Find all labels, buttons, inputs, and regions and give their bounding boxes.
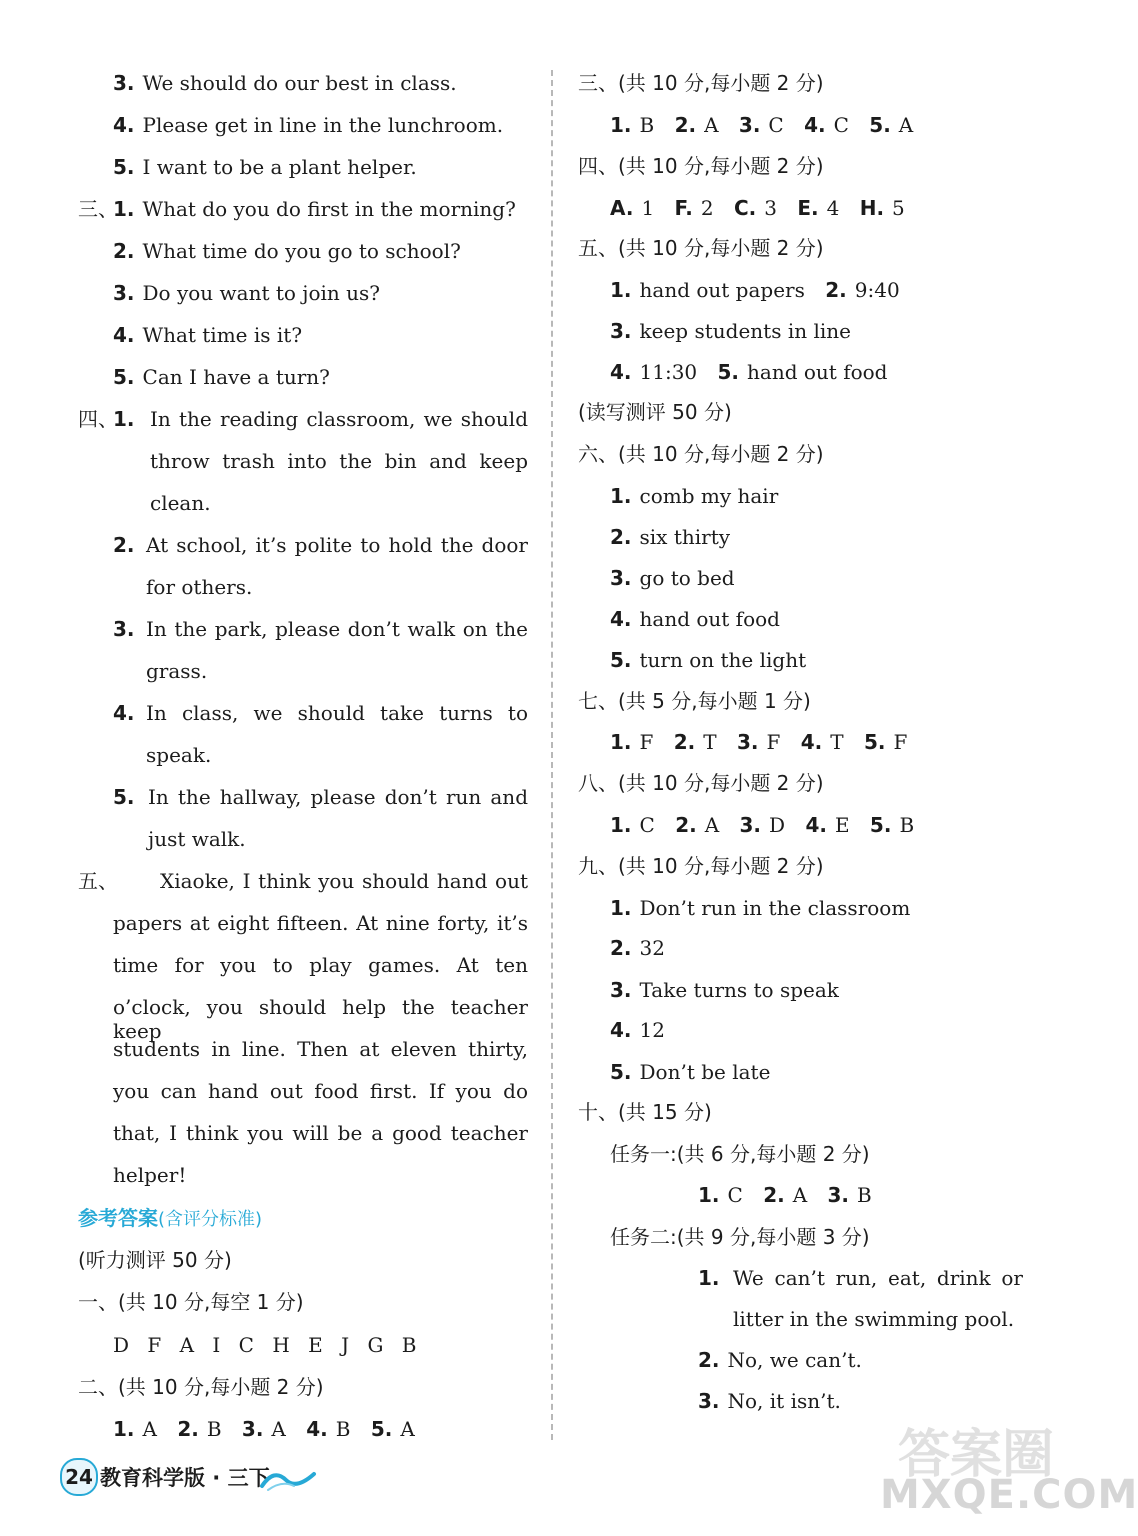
section-6-heading: 六、(共 10 分,每小题 2 分) [578, 442, 824, 466]
answer-text: speak. [146, 743, 212, 767]
section-2-heading: 二、(共 10 分,每小题 2 分) [78, 1375, 324, 1399]
answer-line: 3. keep students in line [610, 319, 851, 343]
answer-text: throw trash into the bin and keep [150, 449, 528, 473]
listening-heading: (听力测评 50 分) [78, 1248, 232, 1272]
paragraph-line: that, I think you will be a good teacher [113, 1121, 528, 1145]
answer-number: 2. [113, 533, 135, 557]
task-2-heading: 任务二:(共 9 分,每小题 3 分) [610, 1225, 870, 1249]
answer-line: 3. go to bed [610, 566, 735, 590]
task-1-answers: 1. C 2. A 3. B [698, 1183, 872, 1207]
answer-line: 2. 32 [610, 936, 665, 960]
answer-line: 3. No, it isn’t. [698, 1389, 841, 1413]
answer-text: clean. [150, 491, 211, 515]
answer-line: 5. Can I have a turn? [113, 365, 330, 389]
answer-number: 1. [113, 407, 135, 431]
task-1-heading: 任务一:(共 6 分,每小题 2 分) [610, 1142, 870, 1166]
answer-line: 5. turn on the light [610, 648, 807, 672]
paragraph-line: o’clock, you should help the teacher keep [113, 995, 528, 1043]
answer-line: 2. What time do you go to school? [113, 239, 461, 263]
section-9-heading: 九、(共 10 分,每小题 2 分) [578, 854, 824, 878]
answer-line: 1. Don’t run in the classroom [610, 896, 911, 920]
section-3-heading: 三、(共 10 分,每小题 2 分) [578, 71, 824, 95]
answer-line: 3. Take turns to speak [610, 978, 839, 1002]
answer-line: 3. We should do our best in class. [113, 71, 457, 95]
answer-number: 3. [113, 617, 135, 641]
answer-number: 5. [113, 785, 135, 809]
column-divider [551, 70, 553, 1440]
watermark-chinese: 答案圈 [898, 1425, 1055, 1485]
wave-icon [260, 1466, 316, 1492]
section-1-heading: 一、(共 10 分,每空 1 分) [78, 1290, 304, 1314]
section-7-answers: 1. F 2. T 3. F 4. T 5. F [610, 730, 908, 754]
paragraph-line: students in line. Then at eleven thirty, [113, 1037, 528, 1061]
answer-line: 1. comb my hair [610, 484, 779, 508]
answer-text: We can’t run, eat, drink or [733, 1266, 1023, 1290]
section-10-heading: 十、(共 15 分) [578, 1100, 712, 1124]
edition-label: 教育科学版 · 三下 [100, 1466, 270, 1490]
answer-text: In the hallway, please don’t run and [148, 785, 528, 809]
answer-text: In the reading classroom, we should [150, 407, 528, 431]
answer-text: In class, we should take turns to [146, 701, 528, 725]
answer-number: 4. [113, 701, 135, 725]
answer-number: 1. [698, 1266, 720, 1290]
paragraph-line: helper! [113, 1163, 187, 1187]
section-8-heading: 八、(共 10 分,每小题 2 分) [578, 771, 824, 795]
answer-text: just walk. [148, 827, 246, 851]
page-footer [60, 1458, 320, 1494]
page-number: 24 [60, 1458, 98, 1496]
answer-line: 4. hand out food [610, 607, 780, 631]
watermark-logo [880, 1410, 1138, 1536]
section-8-answers: 1. C 2. A 3. D 4. E 5. B [610, 813, 915, 837]
reading-heading: (读写测评 50 分) [578, 400, 732, 424]
section-7-heading: 七、(共 5 分,每小题 1 分) [578, 689, 811, 713]
section-4-label: 四、 [78, 407, 118, 431]
paragraph-line: Xiaoke, I think you should hand out [160, 869, 528, 893]
answer-line: 5. Don’t be late [610, 1060, 771, 1084]
section-5-heading: 五、(共 10 分,每小题 2 分) [578, 236, 824, 260]
section-5-label: 五、 [78, 869, 118, 893]
answer-line: 2. No, we can’t. [698, 1348, 862, 1372]
watermark-url: MXQE.COM [880, 1472, 1138, 1518]
paragraph-line: time for you to play games. At ten [113, 953, 528, 977]
answer-text: grass. [146, 659, 208, 683]
answer-text: At school, it’s polite to hold the door [146, 533, 528, 557]
answer-text: In the park, please don’t walk on the [146, 617, 528, 641]
answer-line: 2. six thirty [610, 525, 731, 549]
answer-line: 1. What do you do first in the morning? [113, 197, 516, 221]
section-3-answers: 1. B 2. A 3. C 4. C 5. A [610, 113, 914, 137]
answer-line: 4. What time is it? [113, 323, 303, 347]
section-4-answers: A. 1 F. 2 C. 3 E. 4 H. 5 [610, 196, 905, 220]
section-2-answers: 1. A 2. B 3. A 4. B 5. A [113, 1417, 415, 1441]
paragraph-line: papers at eight fifteen. At nine forty, it’s [113, 911, 528, 935]
answer-line: 4. 11:30 5. hand out food [610, 360, 888, 384]
answer-line: 1. hand out papers 2. 9:40 [610, 278, 900, 302]
answer-text: litter in the swimming pool. [733, 1307, 1015, 1331]
answer-line: 3. Do you want to join us? [113, 281, 381, 305]
answer-text: for others. [146, 575, 253, 599]
section-4-heading: 四、(共 10 分,每小题 2 分) [578, 154, 824, 178]
answer-line: 4. 12 [610, 1018, 665, 1042]
answer-line: 5. I want to be a plant helper. [113, 155, 417, 179]
reference-answers-title: 参考答案(含评分标准) [78, 1206, 263, 1230]
section-3-label: 三、 [78, 197, 118, 221]
paragraph-line: you can hand out food first. If you do [113, 1079, 528, 1103]
section-1-answers: D F A I C H E J G B [113, 1333, 418, 1357]
answer-line: 4. Please get in line in the lunchroom. [113, 113, 504, 137]
